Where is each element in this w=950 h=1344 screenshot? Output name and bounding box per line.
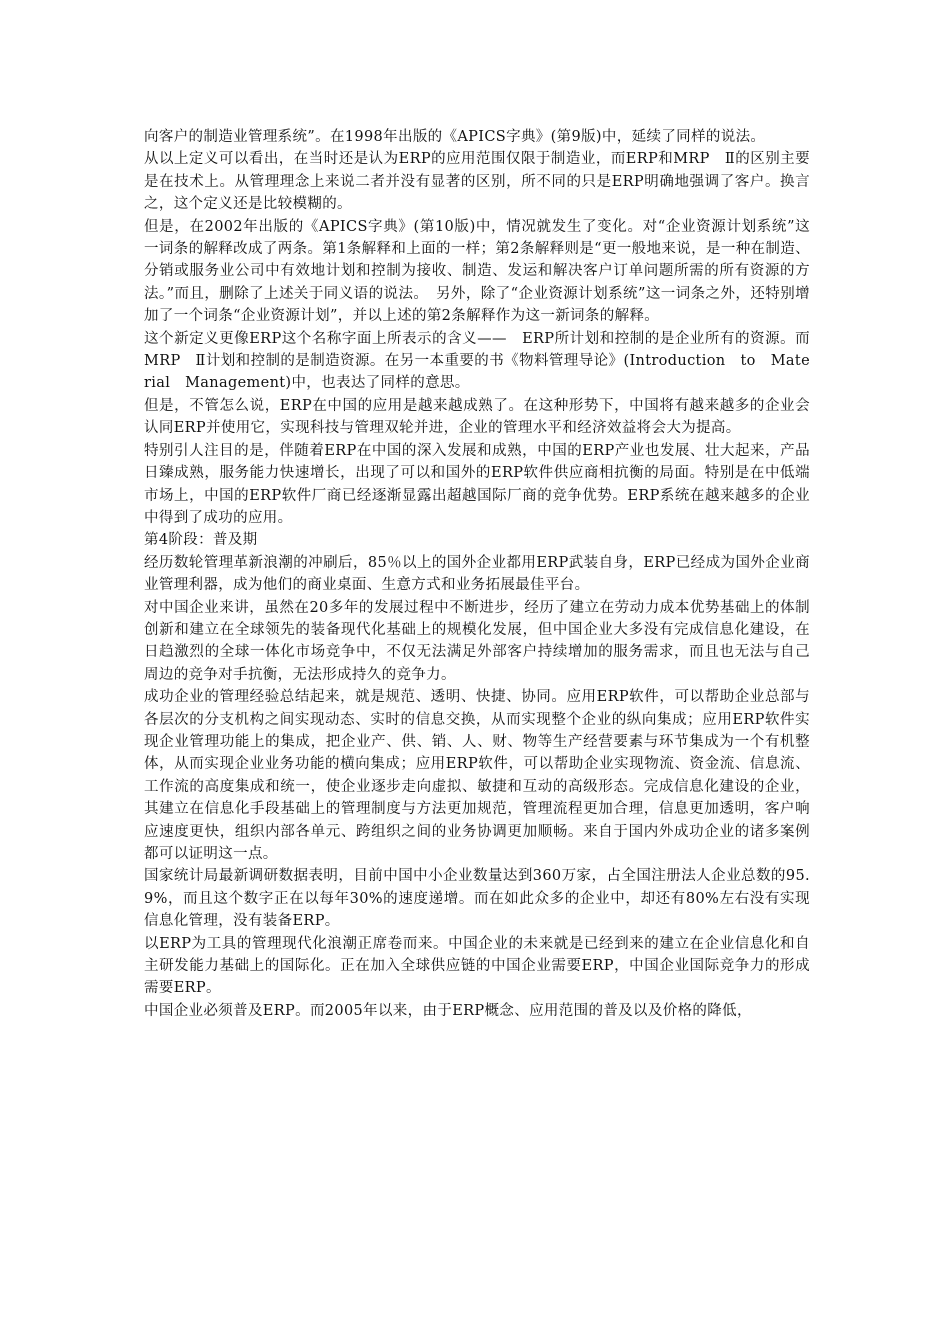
paragraph-must-popularize-erp: 中国企业必须普及ERP。而2005年以来，由于ERP概念、应用范围的普及以及价格的降低， xyxy=(144,1002,752,1019)
paragraph-erp-in-china-maturity: 但是，不管怎么说，ERP在中国的应用是越来越成熟了。在这种形势下，中国将有越来越多的企业会认同ERP并使用它，实现科技与管理双轮并进，企业的管理水平和经济效益将会大为提高。 xyxy=(144,397,810,437)
paragraph-chinese-enterprises: 对中国企业来讲，虽然在20多年的发展过程中不断进步，经历了建立在劳动力成本优势基础上的体制创新和建立在全球领先的装备现代化基础上的规模化发展，但中国企业大多没有完成信息化建设，在日趋激烈的全球一体化市场竞争中，不仅无法满足外部客户持续增加的服务需求，而且也无法与自己周边的竞争对手抗衡，无法形成持久的竞争力。 xyxy=(144,599,810,683)
paragraph-apics-10th-edition: 但是，在2002年出版的《APICS字典》(第10版)中，情况就发生了变化。对“企业资源计划系统”这一词条的解释改成了两条。第1条解释和上面的一样；第2条解释则是“更一般地来说，是一种在制造、分销或服务业公司中有效地计划和控制为接收、制造、发运和解决客户订单问题所需的所有资源的方法。”而且，删除了上述关于同义语的说法。 另外，除了“企业资源计划系统”这一词条之外，还特别增加了一个词条“企业资源计划”，并以上述的第2条解释作为这一新词条的解释。 xyxy=(144,218,810,325)
paragraph-statistics: 国家统计局最新调研数据表明，目前中国中小企业数量达到360万家，占全国注册法人企业总数的95.9%，而且这个数字正在以每年30%的速度递增。而在如此众多的企业中，却还有80%左右没有实现信息化管理，没有装备ERP。 xyxy=(144,868,810,930)
paragraph-management-experience: 成功企业的管理经验总结起来，就是规范、透明、快捷、协同。应用ERP软件，可以帮助企业总部与各层次的分支机构之间实现动态、实时的信息交换，从而实现整个企业的纵向集成；应用ERP软件实现企业管理功能上的集成，把企业产、供、销、人、财、物等生产经营要素与环节集成为一个有机整体，从而实现企业业务功能的横向集成；应用ERP软件，可以帮助企业实现物流、资金流、信息流、工作流的高度集成和统一，使企业逐步走向虚拟、敏捷和互动的高级形态。完成信息化建设的企业，其建立在信息化手段基础上的管理制度与方法更加规范，管理流程更加合理，信息更加透明，客户响应速度更快，组织内部各单元、跨组织之间的业务协调更加顺畅。来自于国内外成功企业的诸多案例都可以证明这一点。 xyxy=(144,689,810,862)
paragraph-foreign-enterprises: 经历数轮管理革新浪潮的冲刷后，85％以上的国外企业都用ERP武装自身，ERP已经成为国外企业商业管理利器，成为他们的商业桌面、生意方式和业务拓展最佳平台。 xyxy=(144,554,810,594)
paragraph-china-erp-industry: 特别引人注目的是，伴随着ERP在中国的深入发展和成熟，中国的ERP产业也发展、壮大起来，产品日臻成熟，服务能力快速增长，出现了可以和国外的ERP软件供应商相抗衡的局面。特别是在中低端市场上，中国的ERP软件厂商已经逐渐显露出超越国际厂商的竞争优势。ERP系统在越来越多的企业中得到了成功的应用。 xyxy=(144,442,810,526)
document-body xyxy=(144,126,810,1022)
paragraph-erp-vs-mrp2: 从以上定义可以看出，在当时还是认为ERP的应用范围仅限于制造业，而ERP和MRP Ⅱ的区别主要是在技术上。从管理理念上来说二者并没有显著的区别，所不同的只是ERP明确地强调了客户。换言之，这个定义还是比较模糊的。 xyxy=(144,151,810,213)
paragraph-new-definition: 这个新定义更像ERP这个名称字面上所表示的含义—— ERP所计划和控制的是企业所有的资源。而MRP Ⅱ计划和控制的是制造资源。在另一本重要的书《物料管理导论》(Introduction to Material Management)中，也表达了同样的意思。 xyxy=(144,330,810,392)
section-heading-stage-4: 第4阶段：普及期 xyxy=(144,532,258,549)
paragraph-apics-9th-edition: 向客户的制造业管理系统”。在1998年出版的《APICS字典》(第9版)中，延续了同样的说法。 xyxy=(144,129,766,145)
paragraph-modernization-wave: 以ERP为工具的管理现代化浪潮正席卷而来。中国企业的未来就是已经到来的建立在企业信息化和自主研发能力基础上的国际化。正在加入全球供应链的中国企业需要ERP，中国企业国际竞争力的形成需要ERP。 xyxy=(144,935,810,997)
